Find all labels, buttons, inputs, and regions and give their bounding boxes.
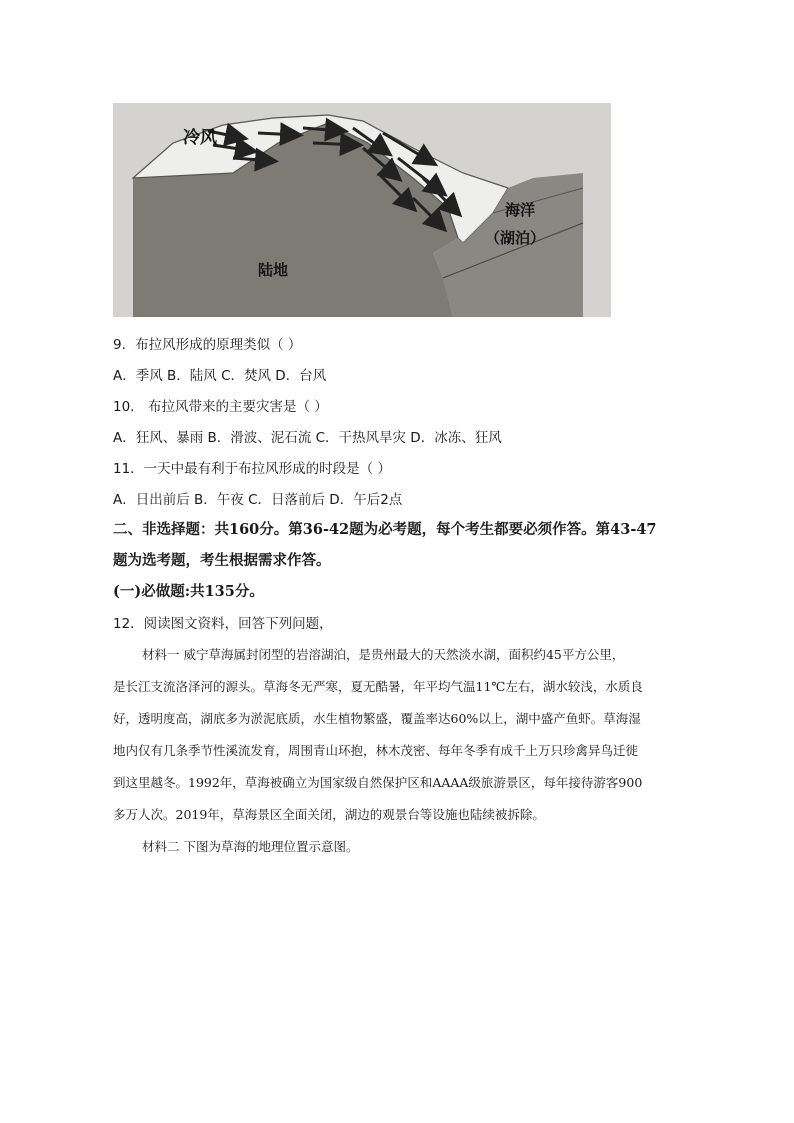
material1-line: 是长江支流洛泽河的源头。草海冬无严寒，夏无酷暑，年平均气温11℃左右，湖水较浅，水质良 (113, 679, 643, 694)
material1-line: 材料一 威宁草海属封闭型的岩溶湖泊，是贵州最大的天然淡水湖，面积约45平方公里， (142, 647, 625, 662)
question-12-stem: 12．阅读图文资料，回答下列问题， (113, 616, 333, 632)
required-subheading: (一)必做题:共135分。 (113, 583, 264, 600)
question-11-options: A．日出前后 B．午夜 C．日落前后 D．午后2点 (113, 492, 403, 508)
section-heading-line1: 二、非选择题：共160分。第36-42题为必考题，每个考生都要必须作答。第43-47 (113, 521, 657, 538)
land-label: 陆地 (258, 261, 289, 279)
question-11-stem: 11．一天中最有利于布拉风形成的时段是（ ） (113, 461, 391, 477)
question-10-options: A．狂风、暴雨 B．滑波、泥石流 C．干热风旱灾 D．冰冻、狂风 (113, 430, 502, 446)
material1-line: 到这里越冬。1992年，草海被确立为国家级自然保护区和AAAA级旅游景区，每年接待游客900 (113, 775, 643, 790)
material1-line: 多万人次。2019年，草海景区全面关闭，湖边的观景台等设施也陆续被拆除。 (113, 807, 545, 822)
lake-label: （湖泊） (485, 229, 546, 247)
section-heading-line2: 题为选考题，考生根据需求作答。 (113, 552, 331, 569)
sea-label: 海洋 (505, 201, 536, 219)
question-9-stem: 9．布拉风形成的原理类似（ ） (113, 337, 302, 353)
wind-label: 冷风 (183, 128, 217, 148)
question-10-stem: 10． 布拉风带来的主要灾害是（ ） (113, 399, 328, 415)
diagram-svg (113, 103, 611, 317)
material1-line: 地内仅有几条季节性溪流发育，周围青山环抱，林木茂密、每年冬季有成千上万只珍禽异鸟迁徙 (113, 743, 639, 758)
question-9-options: A．季风 B．陆风 C．焚风 D．台风 (113, 368, 327, 384)
material2-line: 材料二 下图为草海的地理位置示意图。 (142, 839, 359, 854)
material1-line: 好，透明度高，湖底多为淤泥底质，水生植物繁盛，覆盖率达60%以上，湖中盛产鱼虾。草海湿 (113, 711, 641, 726)
bora-wind-diagram (113, 103, 611, 317)
